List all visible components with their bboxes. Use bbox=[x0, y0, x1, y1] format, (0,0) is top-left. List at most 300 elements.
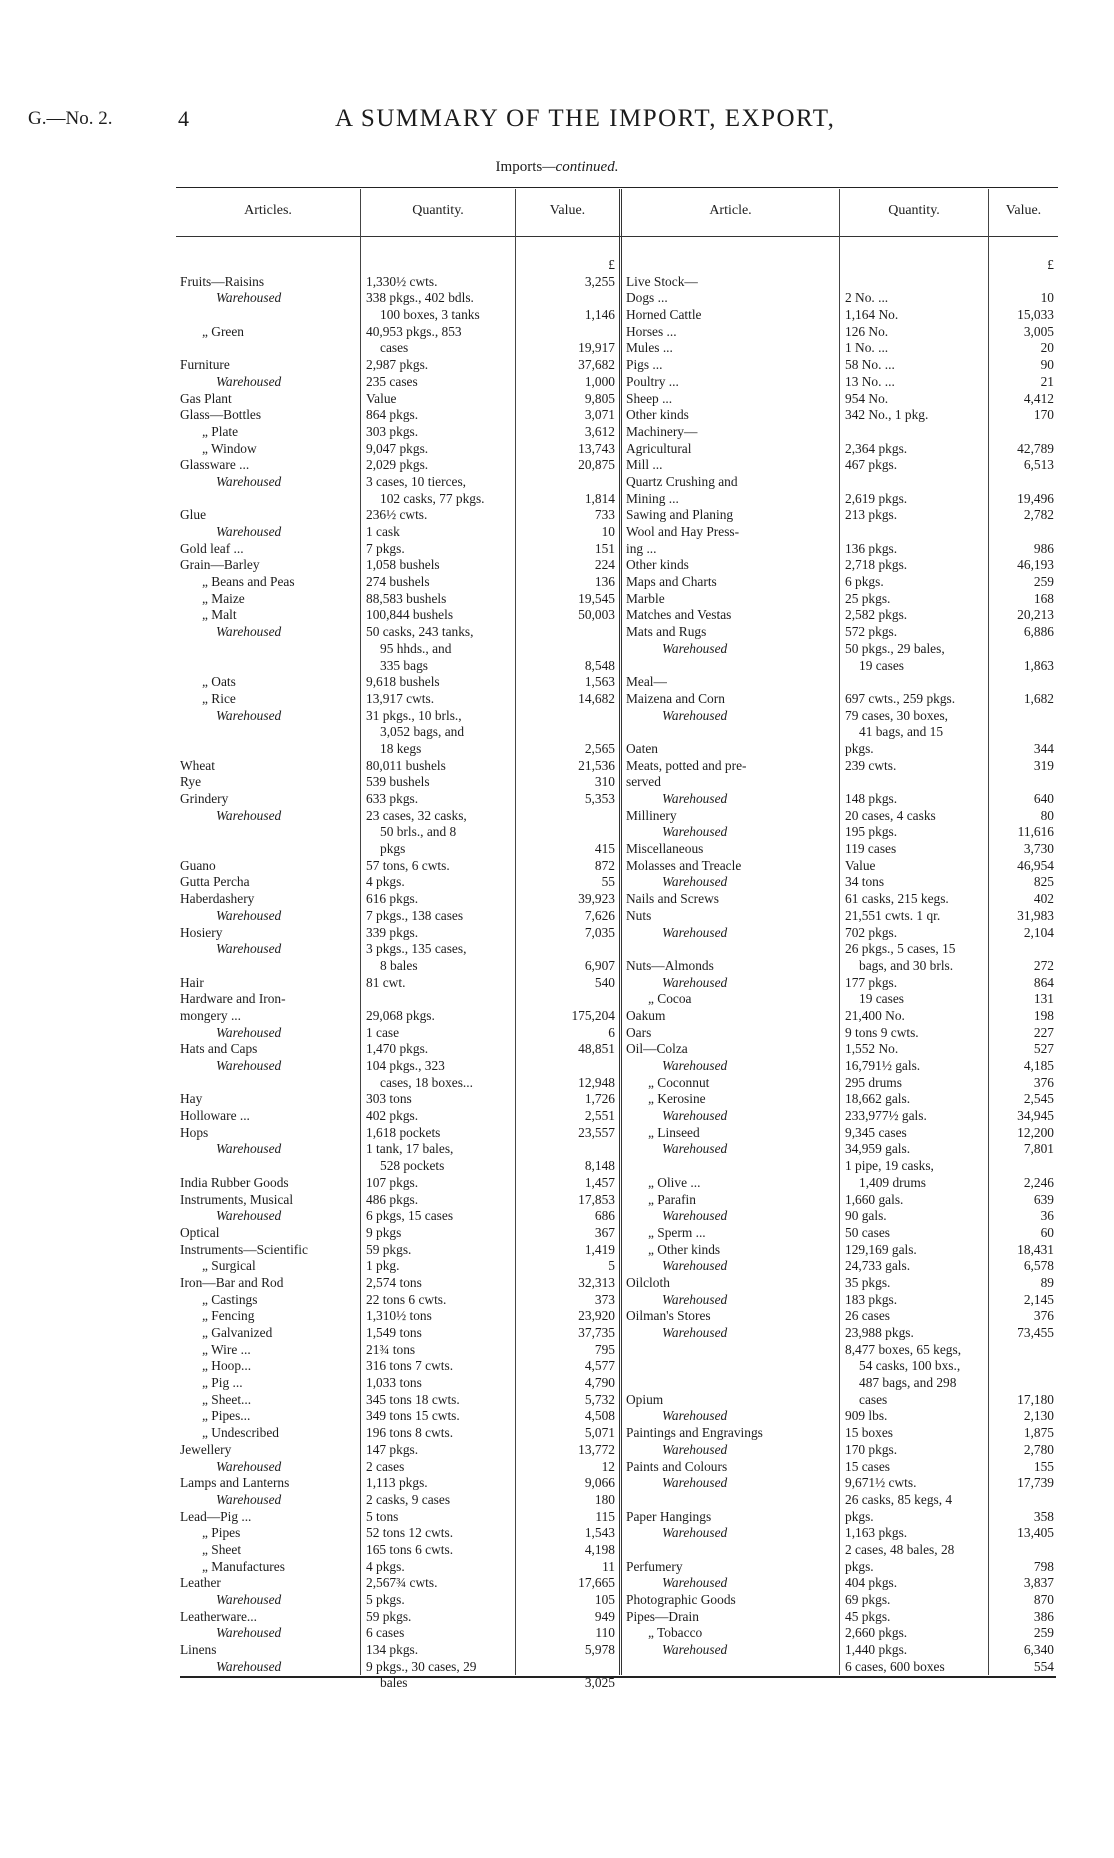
value-cell bbox=[520, 541, 615, 558]
value-cell bbox=[520, 824, 615, 841]
value-text: 13,772 bbox=[578, 1441, 615, 1457]
value-cell bbox=[992, 824, 1054, 841]
quantity-text: 1,470 pkgs. bbox=[366, 1041, 429, 1057]
value-text: 825 bbox=[1033, 874, 1054, 890]
header-quantity-right: Quantity. bbox=[888, 203, 940, 218]
value-text: 13,743 bbox=[578, 440, 615, 456]
article-cell bbox=[180, 1041, 356, 1058]
quantity-text: 3 pkgs., 135 cases, bbox=[366, 941, 467, 957]
value-cell bbox=[520, 1375, 615, 1392]
value-text: 864 bbox=[1033, 974, 1054, 990]
quantity-cell bbox=[845, 1125, 984, 1142]
article-text: Other kinds bbox=[626, 557, 689, 573]
value-text: 224 bbox=[594, 557, 615, 573]
quantity-text: 316 tons 7 cwts. bbox=[366, 1358, 454, 1374]
quantity-cell bbox=[845, 1325, 984, 1342]
quantity-text: 1 tank, 17 bales, bbox=[366, 1141, 454, 1157]
quantity-cell bbox=[845, 1358, 984, 1375]
article-text: Wheat bbox=[180, 757, 215, 773]
article-cell bbox=[180, 1058, 356, 1075]
value-cell bbox=[992, 1625, 1054, 1642]
quantity-text: pkgs. bbox=[845, 1508, 874, 1524]
article-cell bbox=[626, 1375, 834, 1392]
value-cell bbox=[520, 607, 615, 624]
article-text: Warehoused bbox=[216, 1141, 282, 1157]
quantity-text: 335 bags bbox=[380, 657, 428, 673]
quantity-text: 61 casks, 215 kegs. bbox=[845, 891, 949, 907]
article-cell bbox=[180, 1108, 356, 1125]
quantity-text: 697 cwts., 259 pkgs. bbox=[845, 690, 956, 706]
quantity-text: 35 pkgs. bbox=[845, 1274, 891, 1290]
article-text: Warehoused bbox=[662, 1258, 728, 1274]
quantity-cell bbox=[366, 791, 510, 808]
quantity-cell bbox=[366, 908, 510, 925]
quantity-cell bbox=[366, 1408, 510, 1425]
quantity-cell bbox=[845, 1542, 984, 1559]
quantity-text: 81 cwt. bbox=[366, 974, 406, 990]
value-text: 136 bbox=[594, 574, 615, 590]
quantity-text: 1,033 tons bbox=[366, 1375, 422, 1391]
value-cell bbox=[520, 290, 615, 307]
value-text: 639 bbox=[1033, 1191, 1054, 1207]
value-cell bbox=[520, 991, 615, 1008]
article-text: Marble bbox=[626, 590, 665, 606]
value-cell bbox=[992, 557, 1054, 574]
value-text: 32,313 bbox=[578, 1274, 615, 1290]
value-text: 180 bbox=[594, 1491, 615, 1507]
quantity-cell bbox=[845, 708, 984, 725]
article-cell bbox=[626, 1475, 834, 1492]
article-cell bbox=[180, 374, 356, 391]
article-text: „ Sheet... bbox=[202, 1391, 252, 1407]
value-cell bbox=[520, 975, 615, 992]
quantity-cell bbox=[845, 1275, 984, 1292]
value-cell bbox=[992, 424, 1054, 441]
value-cell bbox=[992, 691, 1054, 708]
article-text: Glassware ... bbox=[180, 457, 250, 473]
article-text: Warehoused bbox=[662, 1108, 728, 1124]
article-cell bbox=[180, 691, 356, 708]
quantity-cell bbox=[845, 1525, 984, 1542]
quantity-cell bbox=[845, 991, 984, 1008]
quantity-cell bbox=[366, 340, 510, 357]
quantity-text: 909 lbs. bbox=[845, 1408, 888, 1424]
value-cell bbox=[520, 1058, 615, 1075]
article-cell bbox=[626, 1058, 834, 1075]
value-text: 3,005 bbox=[1023, 323, 1054, 339]
quantity-text: 165 tons 6 cwts. bbox=[366, 1541, 454, 1557]
quantity-cell bbox=[366, 1308, 510, 1325]
quantity-cell bbox=[845, 574, 984, 591]
article-cell bbox=[626, 1025, 834, 1042]
value-cell bbox=[520, 1559, 615, 1576]
article-cell bbox=[180, 307, 356, 324]
quantity-text: 50 pkgs., 29 bales, bbox=[845, 640, 945, 656]
value-cell bbox=[520, 307, 615, 324]
column-divider bbox=[988, 189, 989, 1675]
value-cell bbox=[520, 374, 615, 391]
value-text: 376 bbox=[1033, 1074, 1054, 1090]
article-cell bbox=[180, 1242, 356, 1259]
article-text: Warehoused bbox=[662, 1208, 728, 1224]
article-cell bbox=[180, 1308, 356, 1325]
article-cell bbox=[180, 1575, 356, 1592]
article-text: Live Stock— bbox=[626, 273, 698, 289]
value-text: 115 bbox=[595, 1508, 615, 1524]
article-text: Warehoused bbox=[216, 1491, 282, 1507]
value-text: 949 bbox=[594, 1608, 615, 1624]
quantity-text: 9 tons 9 cwts. bbox=[845, 1024, 919, 1040]
quantity-text: 9,345 cases bbox=[845, 1124, 907, 1140]
quantity-text: 5 tons bbox=[366, 1508, 399, 1524]
value-cell bbox=[520, 1475, 615, 1492]
article-cell bbox=[180, 1325, 356, 1342]
quantity-text: 23 cases, 32 casks, bbox=[366, 807, 467, 823]
value-cell bbox=[520, 491, 615, 508]
article-cell bbox=[626, 1158, 834, 1175]
quantity-cell bbox=[366, 1225, 510, 1242]
article-text: Warehoused bbox=[216, 1208, 282, 1224]
value-text: 13,405 bbox=[1017, 1525, 1054, 1541]
value-text: 46,954 bbox=[1017, 857, 1054, 873]
article-cell bbox=[626, 774, 834, 791]
quantity-cell bbox=[845, 941, 984, 958]
quantity-text: bags, and 30 brls. bbox=[859, 957, 954, 973]
article-cell bbox=[180, 791, 356, 808]
value-cell bbox=[992, 391, 1054, 408]
quantity-cell bbox=[366, 1041, 510, 1058]
quantity-text: 25 pkgs. bbox=[845, 590, 891, 606]
article-text: „ Window bbox=[202, 440, 257, 456]
value-cell bbox=[520, 574, 615, 591]
article-text: Other kinds bbox=[626, 407, 689, 423]
quantity-cell bbox=[366, 658, 510, 675]
quantity-text: 18,662 gals. bbox=[845, 1091, 911, 1107]
value-cell bbox=[992, 274, 1054, 291]
value-cell bbox=[520, 1325, 615, 1342]
value-cell bbox=[992, 724, 1054, 741]
article-text: Warehoused bbox=[662, 1325, 728, 1340]
quantity-cell bbox=[366, 1258, 510, 1275]
quantity-text: pkgs. bbox=[845, 740, 874, 756]
quantity-cell bbox=[366, 441, 510, 458]
article-cell bbox=[180, 607, 356, 624]
quantity-text: 21,551 cwts. 1 qr. bbox=[845, 907, 941, 923]
value-cell bbox=[992, 808, 1054, 825]
value-cell bbox=[992, 1158, 1054, 1175]
quantity-text: 13,917 cwts. bbox=[366, 690, 435, 706]
article-cell bbox=[626, 1225, 834, 1242]
article-cell bbox=[626, 307, 834, 324]
article-text: Glass—Bottles bbox=[180, 407, 262, 423]
quantity-cell bbox=[845, 1242, 984, 1259]
quantity-cell bbox=[366, 624, 510, 641]
quantity-cell bbox=[366, 391, 510, 408]
value-cell bbox=[520, 741, 615, 758]
article-cell bbox=[626, 1358, 834, 1375]
quantity-text: 539 bushels bbox=[366, 774, 430, 790]
value-cell bbox=[992, 991, 1054, 1008]
article-cell bbox=[626, 1308, 834, 1325]
header-quantity-left: Quantity. bbox=[412, 203, 464, 218]
value-text: 8,548 bbox=[584, 657, 615, 673]
column-divider bbox=[360, 189, 361, 1675]
value-text: 175,204 bbox=[571, 1007, 615, 1023]
quantity-cell bbox=[366, 1091, 510, 1108]
value-text: 870 bbox=[1033, 1592, 1054, 1607]
quantity-cell bbox=[845, 958, 984, 975]
article-text: Warehoused bbox=[216, 1024, 282, 1040]
value-text: 12 bbox=[601, 1458, 615, 1474]
value-cell bbox=[992, 1609, 1054, 1626]
value-text: 19,917 bbox=[578, 340, 615, 356]
article-cell bbox=[180, 1158, 356, 1175]
value-text: 5 bbox=[608, 1258, 615, 1274]
article-text: India Rubber Goods bbox=[180, 1174, 289, 1190]
quantity-text: 1,310½ tons bbox=[366, 1308, 432, 1324]
value-cell bbox=[520, 1408, 615, 1425]
value-cell bbox=[992, 1492, 1054, 1509]
article-cell bbox=[180, 1475, 356, 1492]
article-text: Holloware ... bbox=[180, 1108, 250, 1124]
right-quantity-column bbox=[845, 257, 984, 1675]
quantity-cell bbox=[845, 541, 984, 558]
article-cell bbox=[180, 1509, 356, 1526]
quantity-cell bbox=[366, 1025, 510, 1042]
quantity-cell bbox=[366, 1509, 510, 1526]
quantity-cell bbox=[845, 1625, 984, 1642]
quantity-cell bbox=[366, 1058, 510, 1075]
quantity-text: 8 bales bbox=[380, 957, 418, 973]
article-text: Oilcloth bbox=[626, 1274, 670, 1290]
article-text: Leatherware... bbox=[180, 1608, 257, 1624]
article-cell bbox=[180, 874, 356, 891]
quantity-text: 52 tons 12 cwts. bbox=[366, 1525, 454, 1541]
quantity-text: 2,567¾ cwts. bbox=[366, 1575, 438, 1591]
article-text: Warehoused bbox=[216, 373, 282, 389]
article-text: Hats and Caps bbox=[180, 1041, 258, 1057]
article-cell bbox=[180, 674, 356, 691]
value-text: 1,146 bbox=[584, 307, 615, 323]
quantity-cell bbox=[366, 1075, 510, 1092]
article-text: „ Malt bbox=[202, 607, 237, 623]
article-text: Warehoused bbox=[662, 924, 728, 940]
quantity-text: 59 pkgs. bbox=[366, 1608, 412, 1624]
article-cell bbox=[626, 1625, 834, 1642]
value-text: 6,886 bbox=[1023, 624, 1054, 640]
article-text: „ Fencing bbox=[202, 1308, 255, 1324]
value-cell bbox=[992, 658, 1054, 675]
value-cell bbox=[992, 441, 1054, 458]
article-cell bbox=[626, 691, 834, 708]
value-cell bbox=[992, 1242, 1054, 1259]
quantity-text: 196 tons 8 cwts. bbox=[366, 1425, 454, 1441]
quantity-cell bbox=[845, 1559, 984, 1576]
header-value-left: Value. bbox=[549, 203, 586, 218]
quantity-text: 2 cases, 48 bales, 28 bbox=[845, 1541, 955, 1557]
quantity-text: 2,582 pkgs. bbox=[845, 607, 908, 623]
quantity-cell bbox=[366, 307, 510, 324]
value-cell bbox=[520, 758, 615, 775]
value-cell bbox=[992, 958, 1054, 975]
value-cell bbox=[520, 958, 615, 975]
quantity-cell bbox=[366, 357, 510, 374]
value-text: 3,255 bbox=[584, 273, 615, 289]
quantity-cell bbox=[366, 507, 510, 524]
article-cell bbox=[180, 1141, 356, 1158]
article-cell bbox=[626, 457, 834, 474]
article-cell bbox=[180, 274, 356, 291]
quantity-cell bbox=[845, 1175, 984, 1192]
quantity-text: 236½ cwts. bbox=[366, 507, 428, 523]
article-cell bbox=[180, 357, 356, 374]
article-text: Sawing and Planing bbox=[626, 507, 734, 523]
quantity-cell bbox=[366, 991, 510, 1008]
quantity-text: 21¾ tons bbox=[366, 1341, 416, 1357]
quantity-text: 5 pkgs. bbox=[366, 1592, 405, 1607]
value-text: 5,071 bbox=[584, 1425, 615, 1441]
value-cell bbox=[520, 674, 615, 691]
quantity-cell bbox=[366, 1642, 510, 1659]
article-cell bbox=[180, 507, 356, 524]
article-cell bbox=[180, 340, 356, 357]
quantity-text: 177 pkgs. bbox=[845, 974, 898, 990]
value-cell bbox=[992, 975, 1054, 992]
article-text: Warehoused bbox=[216, 1458, 282, 1474]
value-cell bbox=[992, 1442, 1054, 1459]
quantity-text: 22 tons 6 cwts. bbox=[366, 1291, 447, 1307]
value-text: 3,025 bbox=[584, 1675, 615, 1691]
quantity-cell bbox=[366, 1625, 510, 1642]
quantity-text: 34,959 gals. bbox=[845, 1141, 911, 1157]
value-cell bbox=[520, 1659, 615, 1676]
value-text: 310 bbox=[594, 774, 615, 790]
article-cell bbox=[180, 491, 356, 508]
article-text: Instruments—Scientific bbox=[180, 1241, 308, 1257]
value-cell bbox=[992, 1008, 1054, 1025]
quantity-cell bbox=[366, 1592, 510, 1609]
quantity-cell bbox=[845, 741, 984, 758]
value-cell bbox=[520, 1459, 615, 1476]
article-text: „ Pig ... bbox=[202, 1375, 243, 1391]
article-cell bbox=[626, 991, 834, 1008]
value-cell bbox=[520, 1358, 615, 1375]
value-cell bbox=[992, 1475, 1054, 1492]
value-cell bbox=[520, 925, 615, 942]
value-text: 7,801 bbox=[1023, 1141, 1054, 1157]
article-cell bbox=[626, 741, 834, 758]
article-cell bbox=[626, 1642, 834, 1659]
article-cell bbox=[626, 524, 834, 541]
quantity-text: 45 pkgs. bbox=[845, 1608, 891, 1624]
quantity-cell bbox=[845, 1225, 984, 1242]
quantity-text: 303 pkgs. bbox=[366, 423, 419, 439]
quantity-text: 100,844 bushels bbox=[366, 607, 454, 623]
value-cell bbox=[520, 557, 615, 574]
article-text: Oars bbox=[626, 1024, 652, 1040]
value-text: 1,419 bbox=[584, 1241, 615, 1257]
article-text: „ Galvanized bbox=[202, 1325, 273, 1340]
quantity-text: Value bbox=[366, 390, 397, 406]
quantity-cell bbox=[366, 824, 510, 841]
article-text: Warehoused bbox=[662, 974, 728, 990]
article-cell bbox=[626, 374, 834, 391]
table-top-rule bbox=[176, 187, 1058, 188]
article-text: Photographic Goods bbox=[626, 1592, 736, 1607]
value-cell bbox=[992, 1125, 1054, 1142]
value-text: 7,626 bbox=[584, 907, 615, 923]
quantity-cell bbox=[845, 925, 984, 942]
article-text: „ Pipes bbox=[202, 1525, 241, 1541]
value-cell bbox=[520, 708, 615, 725]
article-cell bbox=[180, 1408, 356, 1425]
value-cell bbox=[520, 891, 615, 908]
article-text: Hay bbox=[180, 1091, 203, 1107]
quantity-cell bbox=[366, 591, 510, 608]
quantity-cell bbox=[845, 841, 984, 858]
quantity-cell bbox=[366, 975, 510, 992]
quantity-cell bbox=[845, 674, 984, 691]
article-cell bbox=[626, 658, 834, 675]
subtitle-suffix: —continued. bbox=[542, 159, 619, 175]
value-cell bbox=[520, 441, 615, 458]
quantity-text: 26 cases bbox=[845, 1308, 890, 1324]
quantity-text: 6 pkgs. bbox=[845, 574, 884, 590]
value-text: 798 bbox=[1033, 1558, 1054, 1574]
value-text: 686 bbox=[594, 1208, 615, 1224]
value-cell bbox=[520, 1192, 615, 1209]
article-cell bbox=[626, 424, 834, 441]
article-cell bbox=[180, 641, 356, 658]
article-cell bbox=[626, 1542, 834, 1559]
quantity-cell bbox=[366, 1675, 510, 1692]
value-text: 46,193 bbox=[1017, 557, 1054, 573]
quantity-text: 8,477 boxes, 65 kegs, bbox=[845, 1341, 962, 1357]
article-cell bbox=[626, 1258, 834, 1275]
quantity-text: 864 pkgs. bbox=[366, 407, 419, 423]
value-cell bbox=[992, 1275, 1054, 1292]
value-cell bbox=[992, 1358, 1054, 1375]
value-text: 6,340 bbox=[1023, 1642, 1054, 1658]
article-cell bbox=[180, 407, 356, 424]
article-text: Millinery bbox=[626, 807, 677, 823]
quantity-cell bbox=[366, 925, 510, 942]
value-cell bbox=[992, 624, 1054, 641]
article-cell bbox=[626, 1559, 834, 1576]
value-text: 373 bbox=[594, 1291, 615, 1307]
quantity-text: 2,364 pkgs. bbox=[845, 440, 908, 456]
value-text: 5,353 bbox=[584, 791, 615, 806]
value-text: 1,543 bbox=[584, 1525, 615, 1541]
article-cell bbox=[180, 1342, 356, 1359]
value-text: 1,726 bbox=[584, 1091, 615, 1107]
quantity-cell bbox=[366, 1242, 510, 1259]
value-cell bbox=[520, 1275, 615, 1292]
article-cell bbox=[180, 1192, 356, 1209]
value-text: 7,035 bbox=[584, 924, 615, 940]
value-cell bbox=[520, 1642, 615, 1659]
article-text: Nuts—Almonds bbox=[626, 957, 714, 973]
header-value-right: Value. bbox=[1005, 203, 1042, 218]
article-text: Agricultural bbox=[626, 440, 692, 456]
quantity-text: 1,660 gals. bbox=[845, 1191, 904, 1207]
quantity-cell bbox=[366, 1425, 510, 1442]
article-cell bbox=[626, 1342, 834, 1359]
quantity-cell bbox=[845, 274, 984, 291]
article-cell bbox=[626, 1609, 834, 1626]
quantity-cell bbox=[845, 1442, 984, 1459]
quantity-text: 23,988 pkgs. bbox=[845, 1325, 914, 1340]
